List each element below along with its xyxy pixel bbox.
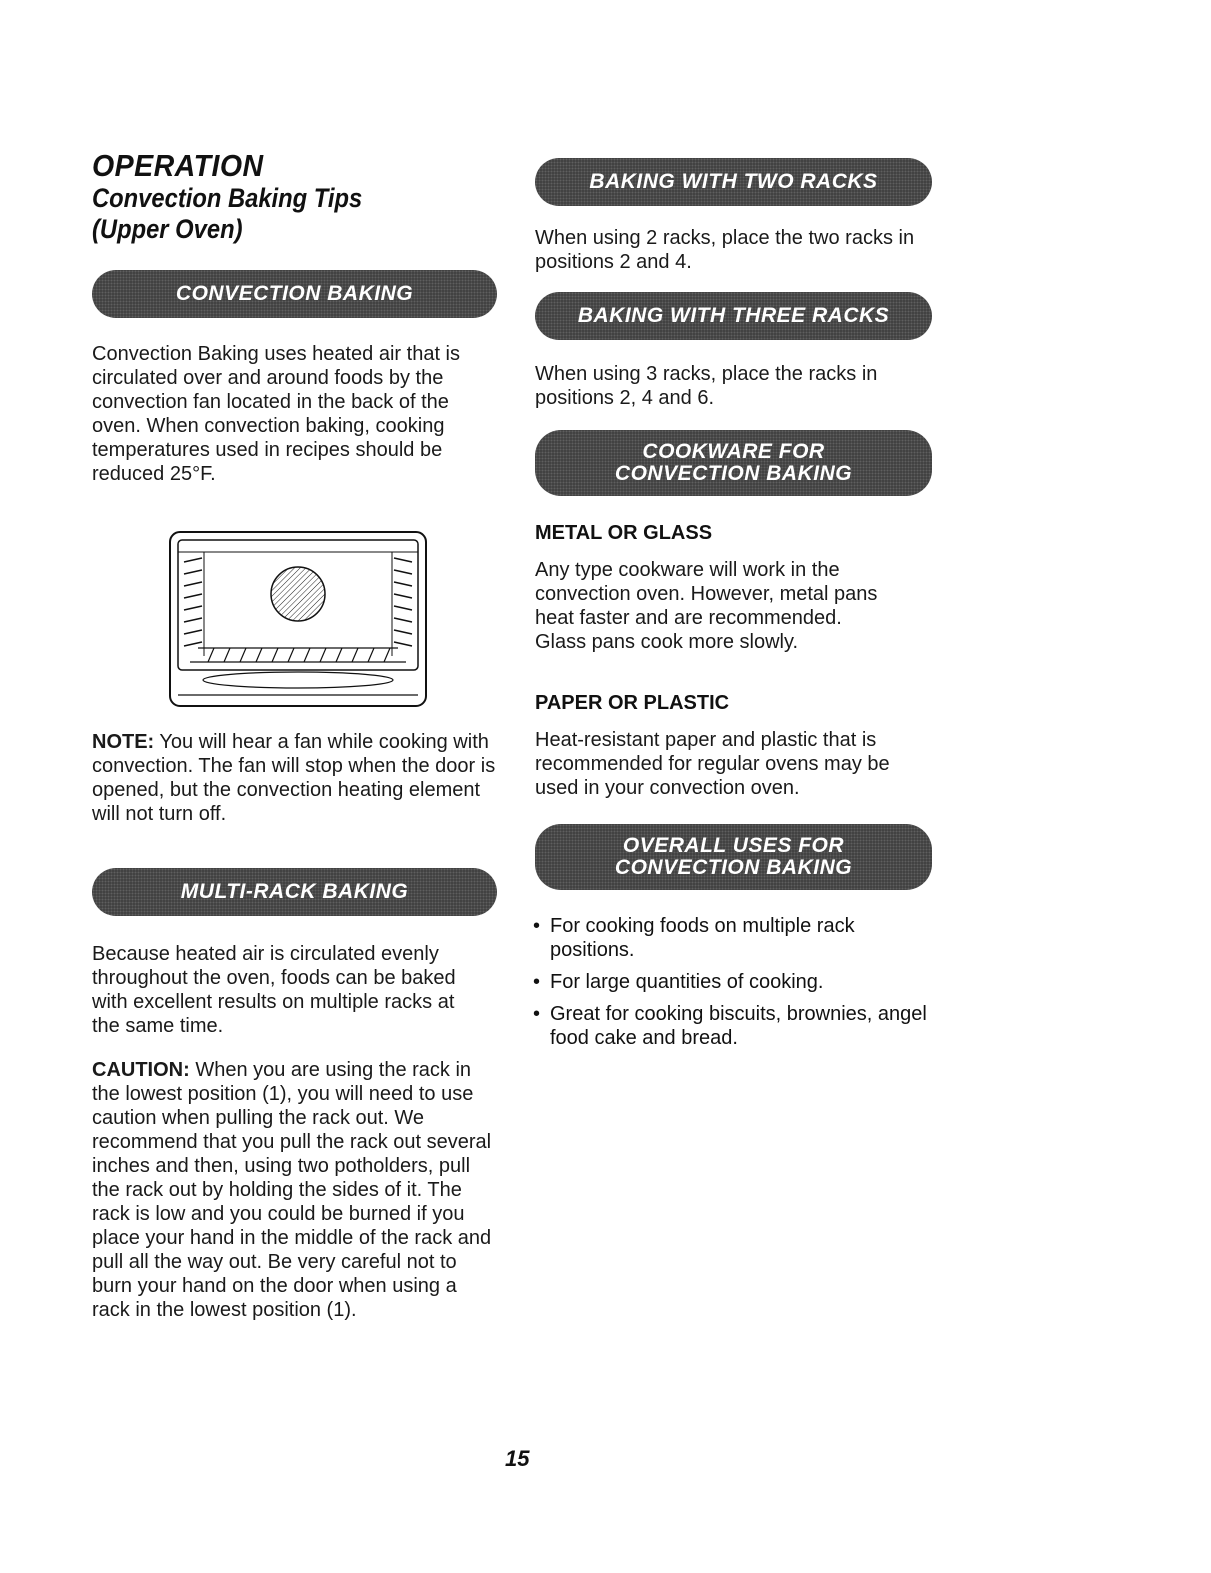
overall-uses-header-line1: OVERALL USES FOR <box>622 833 845 857</box>
cookware-header <box>535 430 932 496</box>
cookware-header-line1: COOKWARE FOR <box>642 439 825 463</box>
oven-interior-with-fan-icon <box>168 530 430 710</box>
overall-uses-header <box>535 824 932 890</box>
paper-or-plastic-paragraph <box>535 728 935 800</box>
metal-or-glass-paragraph <box>535 558 885 654</box>
page-title-line2: (Upper Oven) <box>92 214 243 244</box>
three-racks-header <box>535 292 932 340</box>
multi-rack-paragraph <box>92 942 487 1038</box>
list-item: • Great for cooking biscuits, brownies, angel food cake and bread. <box>533 1002 933 1050</box>
overall-uses-header-line2: CONVECTION BAKING <box>614 856 853 879</box>
metal-or-glass-heading: METAL OR GLASS <box>535 522 713 544</box>
page-number: 15 <box>505 1446 530 1471</box>
caution-text: When you are using the rack in the lowest position (1), you will need to use caution when pulling the rack out. We recommend that you pull the rack out several inches and then, using two potholders, pull the rack out by holding the sides of it. The rack is low and you could be burned if you place your hand in the middle of the rack and pull all the way out. Be very careful not to burn your hand on the door when using a rack in the lowest position (1). <box>92 1059 492 1321</box>
note-paragraph <box>92 730 497 826</box>
page-heading <box>92 150 492 243</box>
paper-or-plastic-text: Heat-resistant paper and plastic that is recommended for regular ovens may be used in your convection oven. <box>535 729 890 799</box>
two-racks-paragraph <box>535 226 930 274</box>
convection-baking-paragraph <box>92 342 487 486</box>
paper-or-plastic-heading: PAPER OR PLASTIC <box>535 692 730 714</box>
multi-rack-baking-header-label: MULTI-RACK BAKING <box>180 879 409 903</box>
metal-or-glass-text: Any type cookware will work in the convection oven. However, metal pans heat faster and are recommended. Glass pans cook more slowly. <box>535 559 878 653</box>
caution-label: CAUTION: <box>92 1059 190 1081</box>
convection-baking-text: Convection Baking uses heated air that is circulated over and around foods by the convection fan located in the back of the oven. When convection baking, cooking temperatures used in recipes should be reduced 25°F. <box>92 343 460 485</box>
note-label: NOTE: <box>92 731 155 753</box>
convection-baking-header <box>92 270 497 318</box>
section-title: OPERATION <box>92 148 264 183</box>
list-item: • For cooking foods on multiple rack positions. <box>533 914 933 962</box>
multi-rack-text: Because heated air is circulated evenly throughout the oven, foods can be baked with excellent results on multiple racks at the same time. <box>92 943 456 1037</box>
multi-rack-baking-header <box>92 868 497 916</box>
page-title-line1: Convection Baking Tips <box>92 183 363 213</box>
two-racks-text: When using 2 racks, place the two racks in positions 2 and 4. <box>535 227 915 273</box>
convection-baking-header-label: CONVECTION BAKING <box>175 281 414 305</box>
two-racks-header <box>535 158 932 206</box>
list-item: • For large quantities of cooking. <box>533 970 933 994</box>
three-racks-paragraph <box>535 362 930 410</box>
cookware-header-line2: CONVECTION BAKING <box>614 462 853 485</box>
three-racks-text: When using 3 racks, place the racks in positions 2, 4 and 6. <box>535 363 878 409</box>
note-text: You will hear a fan while cooking with convection. The fan will stop when the door is opened, but the convection heating element will not turn off. <box>92 731 496 825</box>
overall-uses-list <box>533 914 933 1058</box>
three-racks-header-label: BAKING WITH THREE RACKS <box>577 303 890 327</box>
two-racks-header-label: BAKING WITH TWO RACKS <box>589 169 878 193</box>
caution-paragraph <box>92 1058 497 1322</box>
